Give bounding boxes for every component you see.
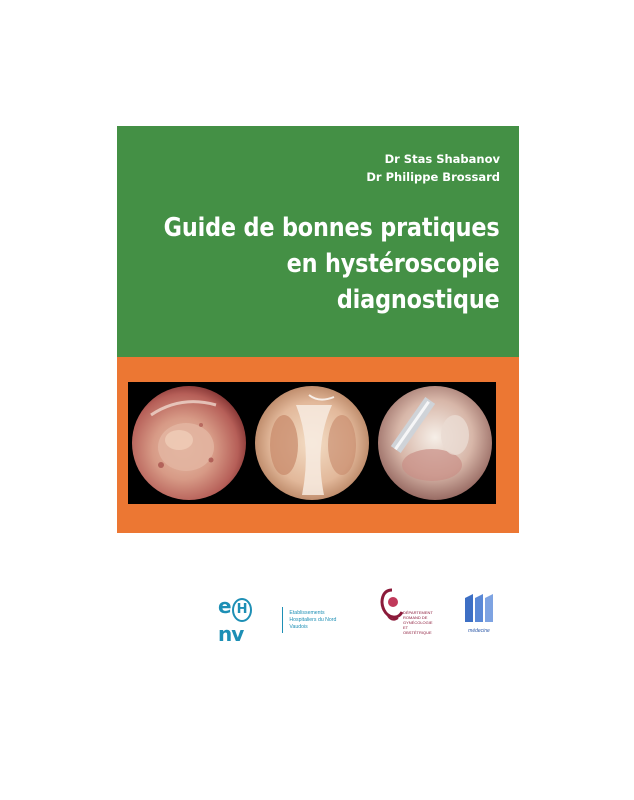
cover-orange-panel bbox=[117, 357, 519, 533]
photo-strip bbox=[128, 382, 496, 504]
title-line-2: en hystéroscopie bbox=[287, 249, 500, 279]
logos-row bbox=[0, 580, 634, 660]
medecine-logo bbox=[461, 590, 497, 640]
cover-green-panel bbox=[117, 126, 519, 357]
title-line-3: diagnostique bbox=[337, 285, 500, 315]
ehnv-logo bbox=[218, 594, 348, 646]
hysteroscopy-image-instrument bbox=[377, 385, 493, 501]
department-text: DÉPARTEMENT ROMAND DE GYNÉCOLOGIE ET OBSTÉTRIQUE bbox=[403, 610, 433, 635]
authors bbox=[366, 150, 500, 186]
department-logo bbox=[378, 588, 438, 648]
ehnv-mark: e Hnv bbox=[218, 594, 276, 646]
ehnv-text: Etablissements Hospitaliers du Nord Vaudois bbox=[289, 609, 337, 630]
hysteroscopy-image-septum bbox=[254, 385, 370, 501]
logo-divider bbox=[282, 607, 283, 633]
hysteroscopy-image-uterine-cavity bbox=[131, 385, 247, 501]
book-title bbox=[164, 210, 500, 318]
author-1: Dr Stas Shabanov bbox=[384, 152, 500, 166]
author-2: Dr Philippe Brossard bbox=[366, 170, 500, 184]
medecine-text: médecine bbox=[468, 628, 490, 634]
title-line-1: Guide de bonnes pratiques bbox=[164, 213, 500, 243]
book-cover bbox=[117, 126, 519, 533]
